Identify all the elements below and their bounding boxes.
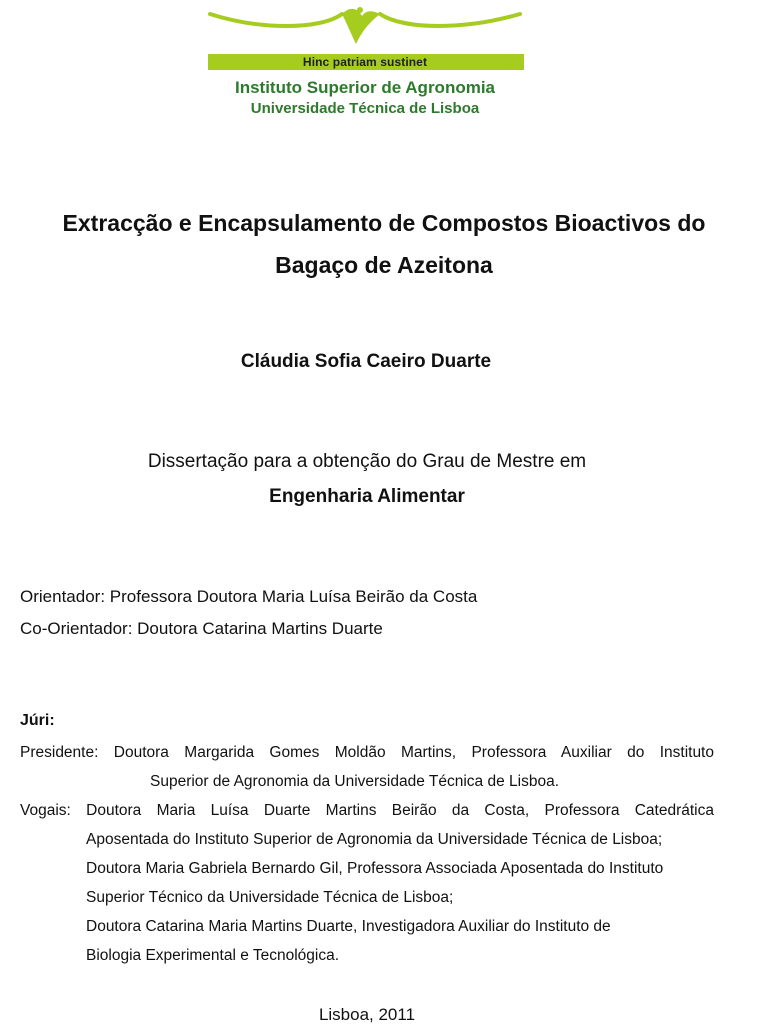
institute-name: Instituto Superior de Agronomia: [234, 78, 496, 97]
jury-vogais-line-1: Vogais: Doutora Maria Luísa Duarte Martins Beirão da Costa, Professora Catedrática: [20, 802, 714, 819]
bird-emblem-icon: [200, 0, 530, 56]
institute-logo: [200, 0, 530, 130]
degree-statement: Dissertação para a obtenção do Grau de Mestre em: [147, 451, 587, 472]
co-orientador: Co-Orientador: Doutora Catarina Martins Duarte: [20, 619, 383, 638]
jury-vogais-line-6: Biologia Experimental e Tecnológica.: [86, 947, 340, 964]
jury-vogais-line-4: Superior Técnico da Universidade Técnica de Lisboa;: [86, 889, 454, 906]
jury-vogais-line-2: Aposentada do Instituto Superior de Agronomia da Universidade Técnica de Lisboa;: [86, 831, 663, 848]
place-and-year: Lisboa, 2011: [318, 1005, 416, 1024]
orientador: Orientador: Professora Doutora Maria Luísa Beirão da Costa: [20, 587, 478, 606]
jury-presidente-line-1: Presidente: Doutora Margarida Gomes Moldão Martins, Professora Auxiliar do Instituto: [20, 744, 714, 761]
institute-motto: Hinc patriam sustinet: [302, 55, 428, 69]
university-name: Universidade Técnica de Lisboa: [250, 100, 480, 117]
thesis-title-line-1: Extracção e Encapsulamento de Compostos Bioactivos do: [62, 210, 706, 236]
jury-vogais-line-5: Doutora Catarina Maria Martins Duarte, Investigadora Auxiliar do Instituto de: [86, 918, 611, 935]
jury-vogais-line-3: Doutora Maria Gabriela Bernardo Gil, Professora Associada Aposentada do Instituto: [86, 860, 664, 877]
jury-label: Júri:: [20, 712, 55, 729]
jury-presidente-line-2: Superior de Agronomia da Universidade Técnica de Lisboa.: [150, 773, 559, 790]
thesis-title: [0, 202, 768, 286]
thesis-title-line-2: Bagaço de Azeitona: [275, 252, 493, 278]
author-name: Cláudia Sofia Caeiro Duarte: [240, 351, 492, 372]
degree-program: Engenharia Alimentar: [269, 486, 465, 507]
